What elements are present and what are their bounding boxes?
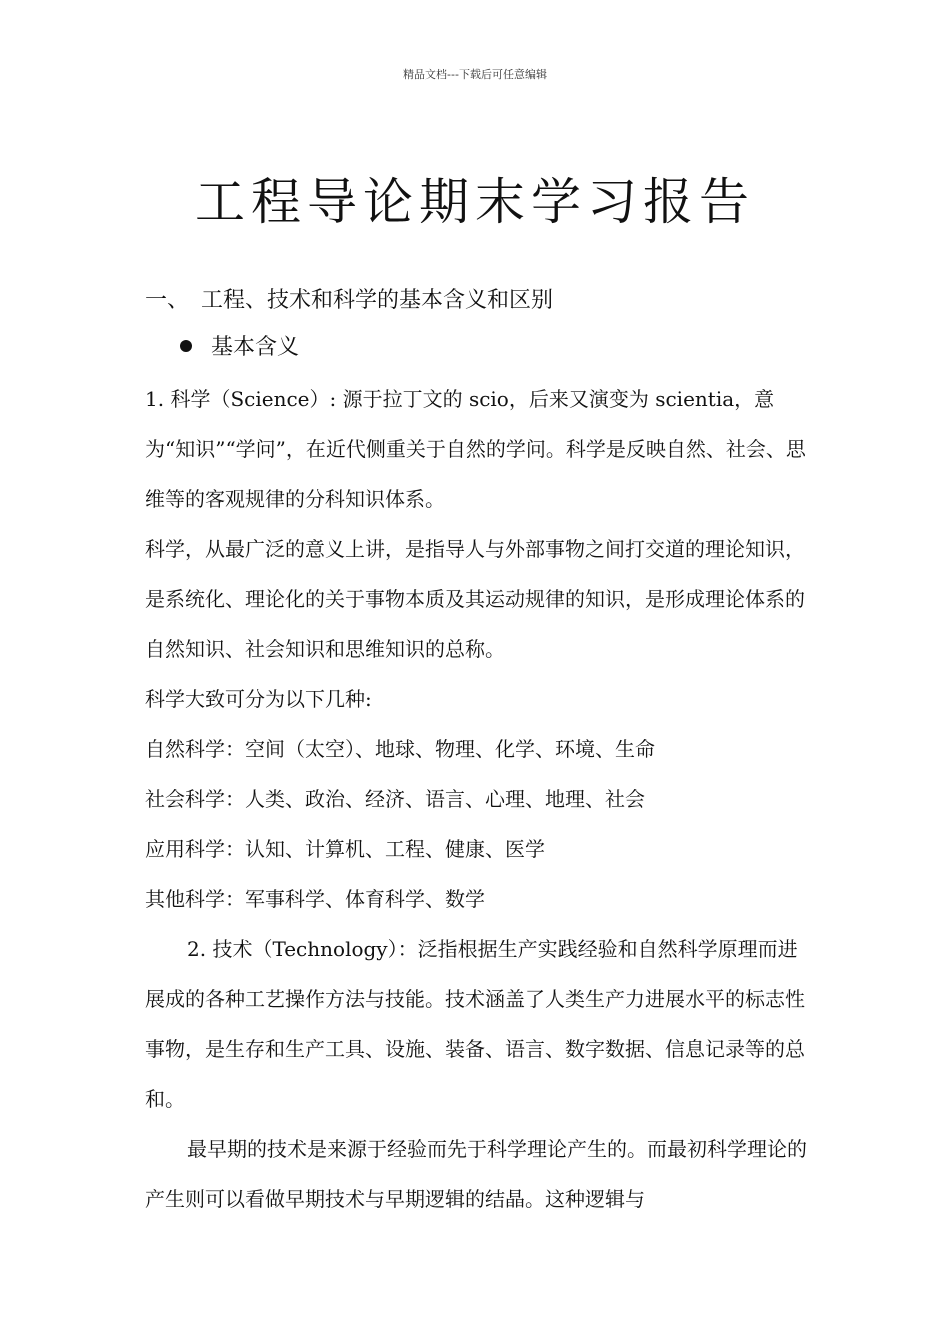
section-heading-text: 工程、技术和科学的基本含义和区别 (201, 288, 554, 313)
header-note: 精品文档---下载后可任意编辑 (403, 68, 547, 81)
paragraph-science-categories: 科学大致可分为以下几种: (145, 687, 372, 711)
bullet-dot-icon (180, 340, 192, 352)
list-item-other-science: 其他科学：军事科学、体育科学、数学 (145, 887, 485, 911)
paragraph-technology-origin: 最早期的技术是来源于经验而先于科学理论产生的。而最初科学理论的产生则可以看做早期技术与早期逻辑的结晶。这种逻辑与 (145, 1137, 807, 1211)
document-title: 工程导论期末学习报告 (195, 172, 755, 231)
bullet-item (145, 322, 810, 374)
section-number: 一、 (145, 288, 190, 313)
paragraph-science-broad: 科学，从最广泛的意义上讲，是指导人与外部事物之间打交道的理论知识，是系统化、理论化的关于事物本质及其运动规律的知识，是形成理论体系的自然知识、社会知识和思维知识的总称。 (145, 537, 805, 661)
paragraph-technology-definition: 2. 技术（Technology）：泛指根据生产实践经验和自然科学原理而进展成的各种工艺操作方法与技能。技术涵盖了人类生产力进展水平的标志性事物，是生存和生产工具、设施、装备、语言、数字数据、信息记录等的总和。 (145, 937, 805, 1111)
paragraph-science-definition: 1. 科学（Science）: 源于拉丁文的 scio，后来又演变为 scientia，意为“知识”“学问”，在近代侧重关于自然的学问。科学是反映自然、社会、思维等的客观规律的分科知识体系。 (145, 387, 806, 511)
list-item-applied-science: 应用科学：认知、计算机、工程、健康、医学 (145, 837, 545, 861)
list-item-social-science: 社会科学：人类、政治、经济、语言、心理、地理、社会 (145, 787, 645, 811)
section-heading (145, 280, 810, 322)
bullet-text: 基本含义 (211, 335, 300, 360)
document-body (145, 280, 810, 1224)
list-item-natural-science: 自然科学：空间（太空）、地球、物理、化学、环境、生命 (145, 737, 655, 761)
